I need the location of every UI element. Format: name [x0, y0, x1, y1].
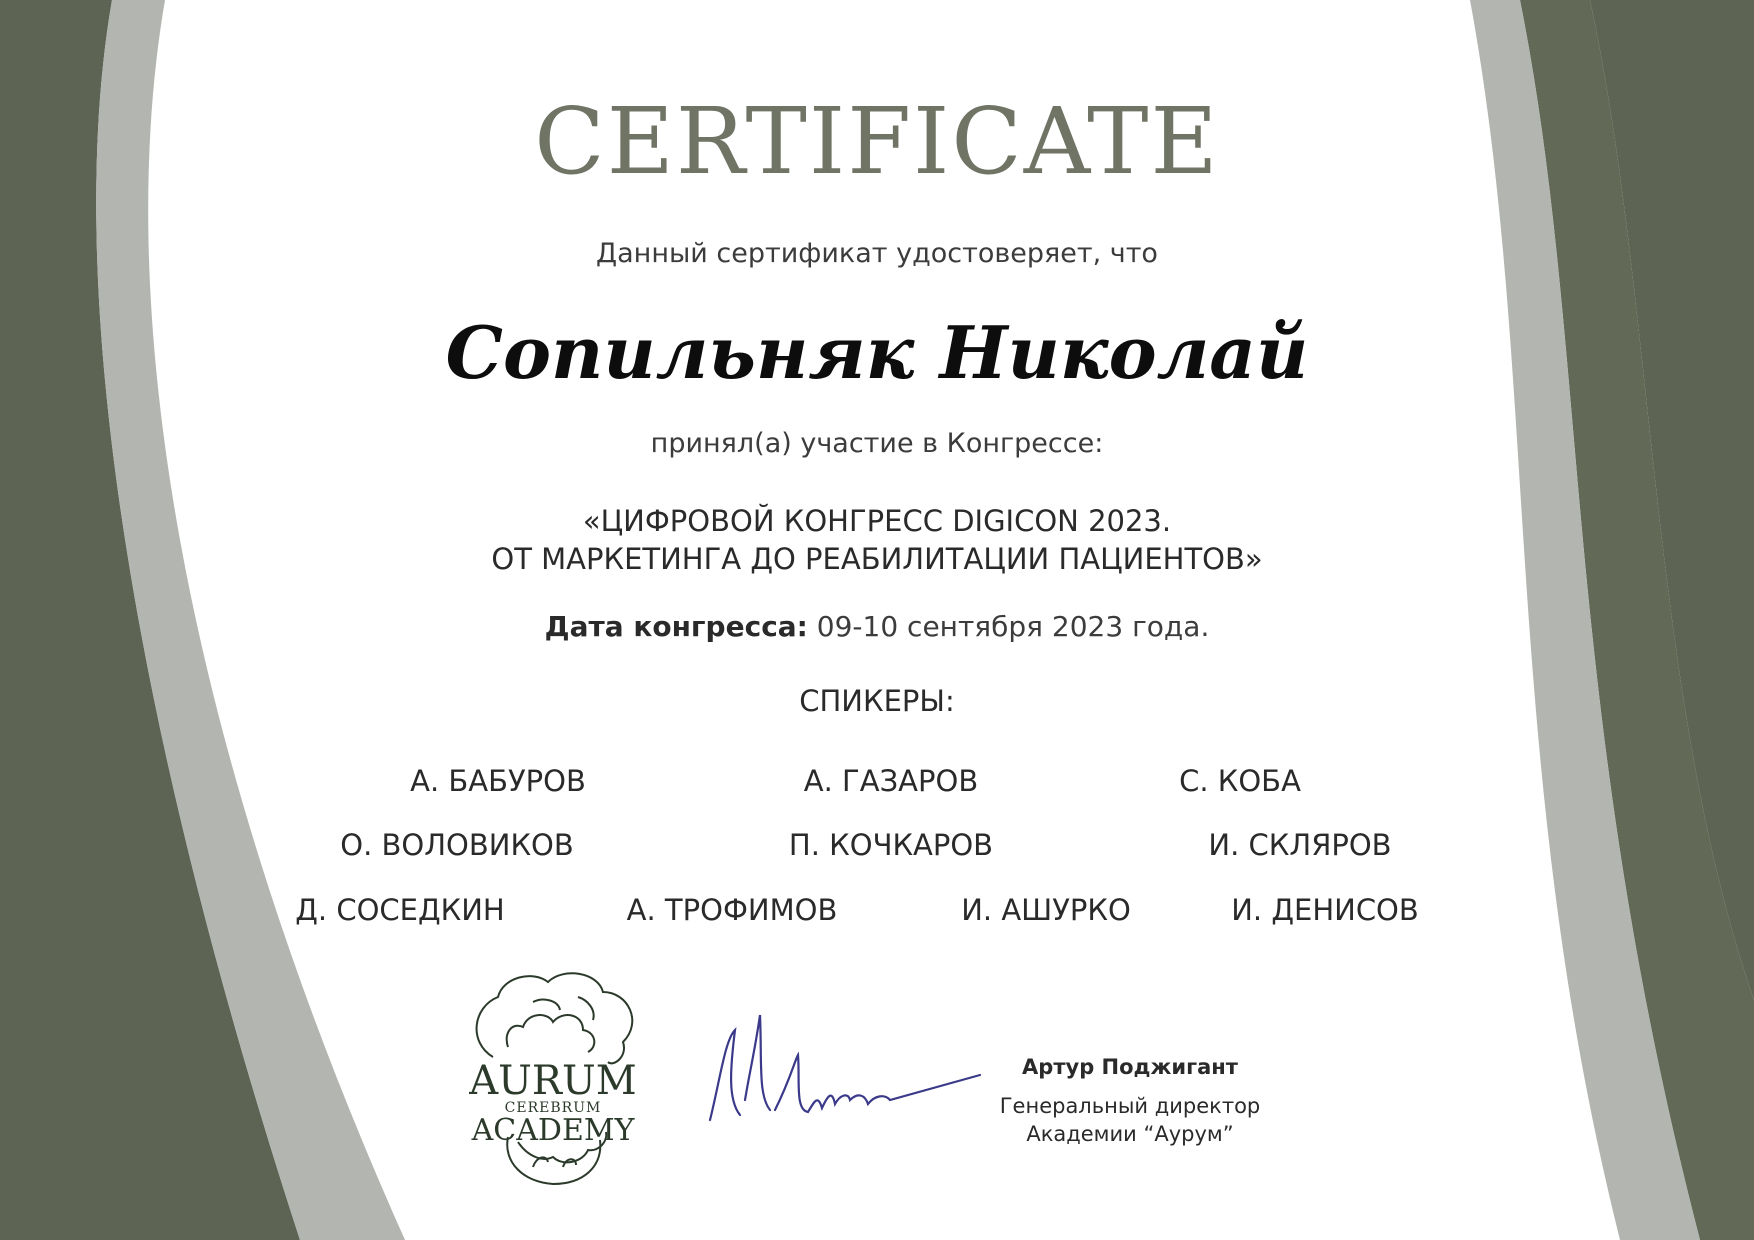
congress-title-line2: ОТ МАРКЕТИНГА ДО РЕАБИЛИТАЦИИ ПАЦИЕНТОВ»: [491, 542, 1263, 576]
date-value: 09-10 сентября 2023 года.: [807, 610, 1210, 643]
speaker-name: А. ТРОФИМОВ: [626, 893, 838, 927]
speaker-name: А. ГАЗАРОВ: [803, 764, 979, 798]
participation-text: принял(а) участие в Конгрессе:: [650, 428, 1104, 459]
intro-text: Данный сертификат удостоверяет, что: [596, 238, 1158, 269]
speaker-name: А. БАБУРОВ: [410, 764, 586, 798]
date-label: Дата конгресса:: [544, 610, 808, 643]
congress-title: [0, 502, 1754, 578]
certificate-title: CERTIFICATE: [534, 88, 1220, 195]
logo-aurum: AURUM: [469, 1058, 637, 1104]
signature: [700, 1000, 990, 1150]
congress-date: [0, 610, 1754, 643]
congress-title-line1: «ЦИФРОВОЙ КОНГРЕСС DIGICON 2023.: [582, 504, 1172, 538]
recipient-name: Сопильняк Николай: [445, 310, 1309, 395]
speaker-name: С. КОБА: [1179, 764, 1301, 798]
speaker-name: О. ВОЛОВИКОВ: [340, 828, 574, 862]
speaker-name: И. ДЕНИСОВ: [1231, 893, 1419, 927]
logo-academy: ACADEMY: [471, 1113, 635, 1148]
aurum-academy-logo: [448, 962, 658, 1212]
signer-title: Генеральный директор: [999, 1094, 1261, 1118]
speaker-name: И. АШУРКО: [961, 893, 1131, 927]
signer-organization: Академии “Аурум”: [1026, 1122, 1234, 1146]
logo-cerebrum: CEREBRUM: [504, 1100, 602, 1116]
speaker-name: П. КОЧКАРОВ: [788, 828, 994, 862]
speaker-name: Д. СОСЕДКИН: [295, 893, 505, 927]
speakers-heading: СПИКЕРЫ:: [799, 684, 955, 718]
speaker-name: И. СКЛЯРОВ: [1208, 828, 1392, 862]
signer-name: Артур Поджигант: [1022, 1055, 1238, 1079]
